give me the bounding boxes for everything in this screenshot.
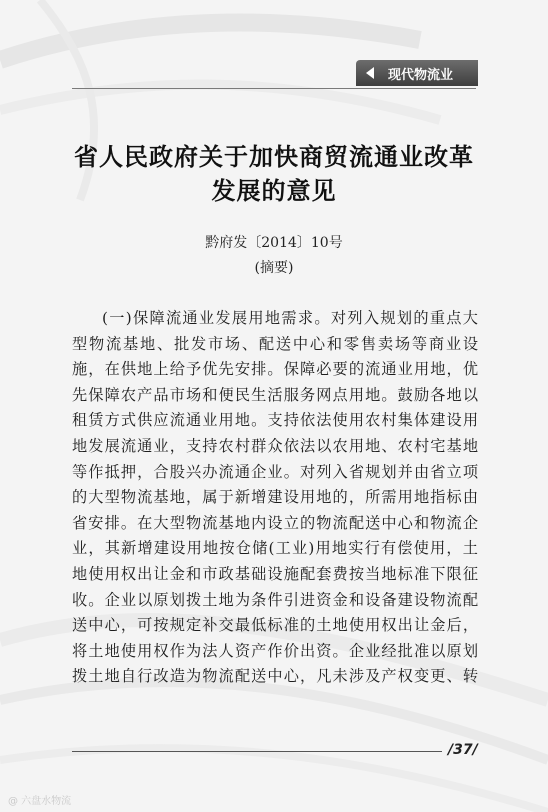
body-line: 业，其新增建设用地按仓储(工业)用地实行有偿使用，土 <box>72 539 478 558</box>
section-tab <box>356 60 478 86</box>
body-line: 地发展流通业，支持农村群众依法以农用地、农村宅基地 <box>72 436 478 455</box>
body-line: 拨土地自行改造为物流配送中心，凡未涉及产权变更、转 <box>72 667 478 686</box>
document-number: 黔府发〔2014〕10号 <box>205 235 343 251</box>
title-line: 省人民政府关于加快商贸流通业改革 <box>74 142 474 171</box>
article-body <box>72 306 478 690</box>
abstract-label: (摘要) <box>254 260 294 276</box>
body-line: 地使用权出让金和市政基础设施配套费按当地标准下限征 <box>72 564 478 583</box>
section-label: 现代物流业 <box>388 67 454 83</box>
back-arrow-icon <box>366 67 374 79</box>
page-number: /37/ <box>448 742 478 758</box>
body-line: 的大型物流基地，属于新增建设用地的，所需用地指标由 <box>72 488 478 507</box>
body-line: 先保障农产品市场和便民生活服务网点用地。鼓励各地以 <box>72 385 478 404</box>
top-divider <box>72 88 476 89</box>
body-line: 等作抵押，合股兴办流通企业。对列入省规划并由省立项 <box>72 462 478 481</box>
body-line: 租赁方式供应流通业用地。支持依法使用农村集体建设用 <box>72 411 478 430</box>
title-line: 发展的意见 <box>211 176 337 205</box>
bottom-divider <box>72 751 442 752</box>
body-line: 收。企业以原划拨土地为条件引进资金和设备建设物流配 <box>72 590 478 609</box>
body-line: 施，在供地上给予优先安排。保障必要的流通业用地，优 <box>72 360 478 379</box>
watermark-text: @ 六盘水物流 <box>8 796 72 807</box>
body-line: 省安排。在大型物流基地内设立的物流配送中心和物流企 <box>72 513 478 532</box>
body-line: 送中心，可按规定补交最低标准的土地使用权出让金后， <box>72 616 478 635</box>
body-line: (一)保障流通业发展用地需求。对列入规划的重点大 <box>102 309 478 327</box>
body-line: 将土地使用权作为法人资产作价出资。企业经批准以原划 <box>72 641 478 660</box>
article-title <box>60 140 488 208</box>
body-line: 型物流基地、批发市场、配送中心和零售卖场等商业设 <box>72 334 478 353</box>
